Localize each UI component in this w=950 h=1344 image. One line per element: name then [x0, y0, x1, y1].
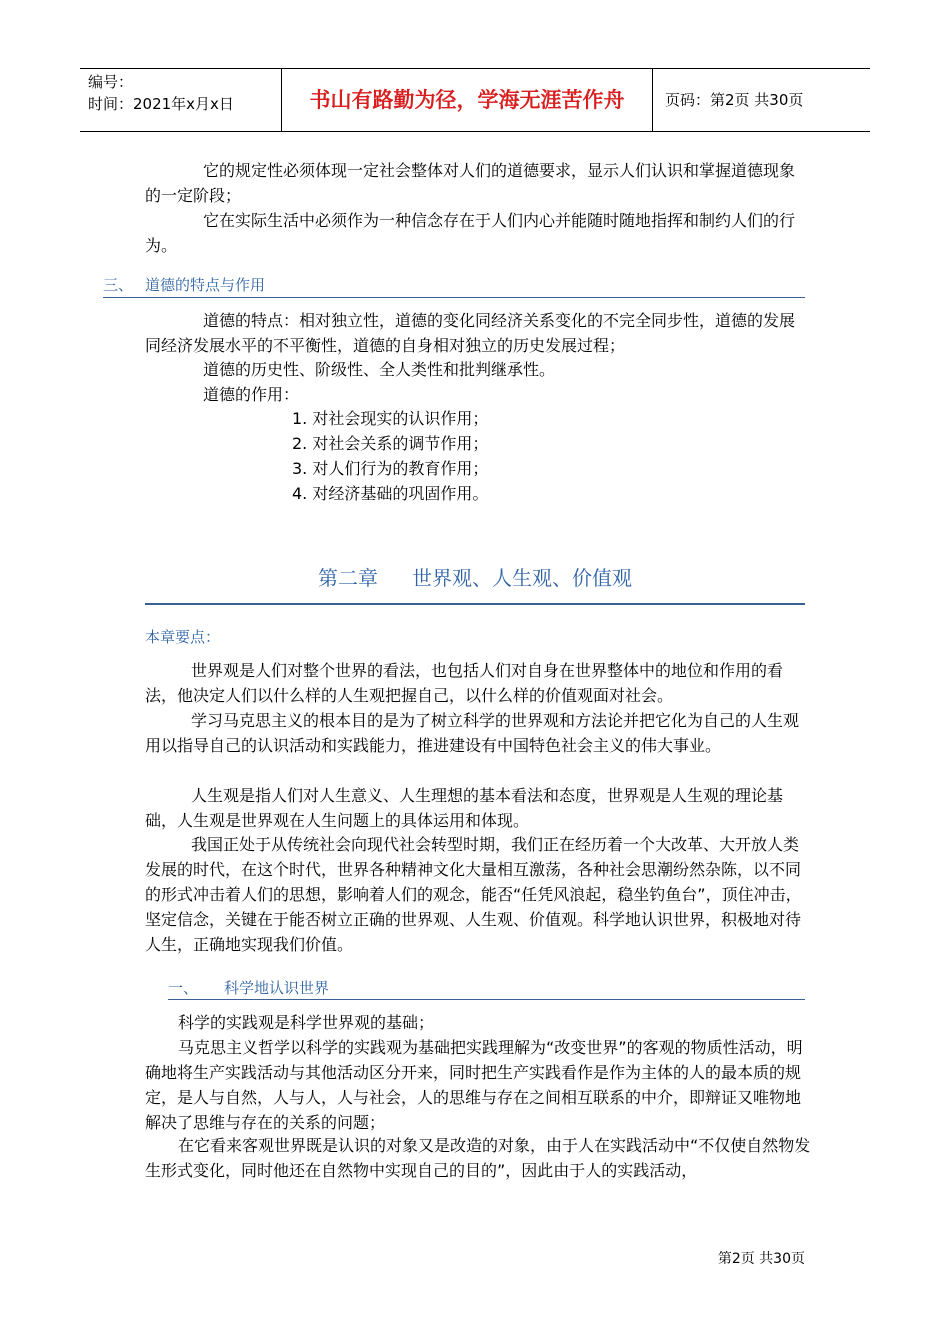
key-points-label: 本章要点： [145, 628, 221, 646]
paragraph: 道德的特点：相对独立性，道德的变化同经济关系变化的不完全同步性，道德的发展同经济发展水平的不平衡性，道德的自身相对独立的历史发展过程； [145, 311, 796, 355]
paragraph: 马克思主义哲学以科学的实践观为基础把实践理解为“改变世界”的客观的物质性活动，明确地将生产实践活动与其他活动区分开来，同时把生产实践看作是作为主体的人的最本质的规定，是人与自然，人与人，人与社会，人的思维与存在之间相互联系的中介，即辩证又唯物地解决了思维与存在的关系的问题； [145, 1038, 803, 1132]
paragraph: 我国正处于从传统社会向现代社会转型时期，我们正在经历着一个大改革、大开放人类发展的时代，在这个时代，世界各种精神文化大量相互激荡，各种社会思潮纷然杂陈，以不同的形式冲击着人们的思想，影响着人们的观念，能否“任凭风浪起，稳坐钓鱼台”，顶住冲击，坚定信念，关键在于能否树立正确的世界观、人生观、价值观。科学地认识世界，积极地对待人生，正确地实现我们价值。 [145, 835, 802, 954]
page-footer: 第2页 共30页 [717, 1251, 805, 1267]
section-number: 一、 [168, 979, 199, 997]
paragraph: 学习马克思主义的根本目的是为了树立科学的世界观和方法论并把它化为自己的人生观用以指导自己的认识活动和实践能力，推进建设有中国特色社会主义的伟大事业。 [145, 711, 800, 755]
list-item: 2. 对社会关系的调节作用； [292, 434, 489, 453]
section-title: 道德的特点与作用 [145, 276, 266, 294]
paragraph: 它的规定性必须体现一定社会整体对人们的道德要求，显示人们认识和掌握道德现象的一定阶段； [145, 161, 796, 205]
paragraph: 道德的历史性、阶级性、全人类性和批判继承性。 [203, 360, 556, 379]
paragraph: 道德的作用： [203, 385, 300, 404]
time-label: 时间：2021年x月x日 [88, 95, 234, 113]
header-page-info: 页码：第2页 共30页 [665, 91, 804, 109]
list-item: 1. 对社会现实的认识作用； [292, 409, 489, 428]
chapter-title [145, 562, 805, 591]
paragraph: 在它看来客观世界既是认识的对象又是改造的对象，由于人在实践活动中“不仅使自然物发生形式变化，同时他还在自然物中实现自己的目的”，因此由于人的实践活动， [145, 1136, 811, 1180]
header-meta [80, 69, 281, 131]
chapter-number: 第二章 [318, 566, 378, 590]
section-title: 科学地认识世界 [224, 979, 330, 997]
chapter-name: 世界观、人生观、价值观 [412, 566, 632, 590]
section-number: 三、 [103, 276, 134, 294]
chapter-rule [145, 603, 805, 605]
paragraph: 科学的实践观是科学世界观的基础； [178, 1013, 435, 1032]
list-item: 3. 对人们行为的教育作用； [292, 459, 489, 478]
paragraph: 世界观是人们对整个世界的看法，也包括人们对自身在世界整体中的地位和作用的看法，他决定人们以什么样的人生观把握自己，以什么样的价值观面对社会。 [145, 661, 784, 705]
header-motto: 书山有路勤为径，学海无涯苦作舟 [281, 69, 653, 131]
paragraph: 它在实际生活中必须作为一种信念存在于人们内心并能随时随地指挥和制约人们的行为。 [145, 211, 796, 255]
list-item: 4. 对经济基础的巩固作用。 [292, 484, 489, 503]
paragraph: 人生观是指人们对人生意义、人生理想的基本看法和态度，世界观是人生观的理论基础，人生观是世界观在人生问题上的具体运用和体现。 [145, 786, 784, 830]
number-label: 编号： [88, 73, 134, 91]
section-rule [103, 297, 805, 298]
section-rule [168, 999, 805, 1000]
page-header [80, 68, 870, 132]
